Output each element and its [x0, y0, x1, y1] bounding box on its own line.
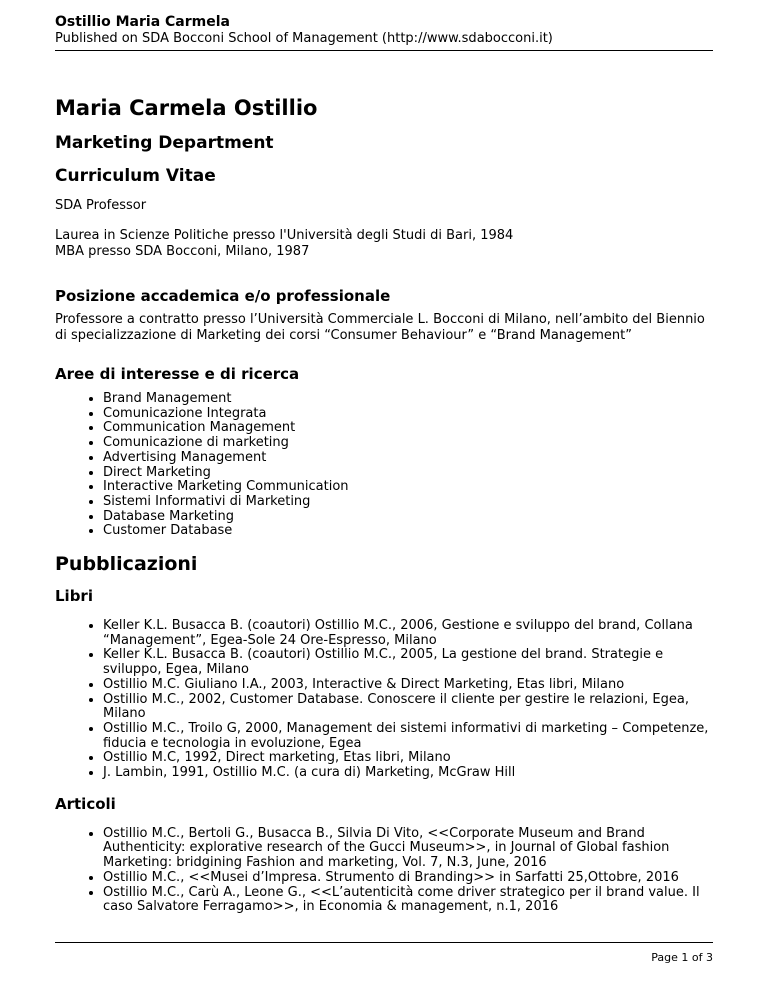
cv-heading: Curriculum Vitae	[55, 166, 216, 186]
list-item: • Comunicazione Integrata	[103, 407, 713, 422]
header-title: Ostillio Maria Carmela	[55, 14, 230, 30]
list-item: • Database Marketing	[103, 510, 713, 525]
list-item: • Advertising Management	[103, 451, 713, 466]
person-name: Maria Carmela Ostillio	[55, 96, 318, 120]
footer-divider	[55, 942, 713, 943]
list-item: • Direct Marketing	[103, 466, 713, 481]
document-body	[55, 94, 713, 915]
list-item: • Ostillio M.C, 1992, Direct marketing, Etas libri, Milano	[103, 751, 713, 766]
position-text: Professore a contratto presso l’Università Commerciale L. Bocconi di Milano, nell’ambito del Biennio di specializzazione di Marketing dei corsi “Consumer Behaviour” e “Brand Management”	[55, 312, 705, 343]
articles-list	[55, 827, 713, 915]
list-item: • Ostillio M.C., Bertoli G., Busacca B., Silvia Di Vito, <<Corporate Museum and Brand Authenticity: explorative research of the Gucci Museum>>, in Journal of Global fashion Marketing: bridgining Fashion and marketing, Vol. 7, N.3, June, 2016	[103, 827, 713, 871]
department-heading: Marketing Department	[55, 133, 274, 153]
degree-line: MBA presso SDA Bocconi, Milano, 1987	[55, 244, 310, 259]
page-number: Page 1 of 3	[651, 951, 713, 964]
books-heading: Libri	[55, 587, 93, 606]
interests-heading: Aree di interesse e di ricerca	[55, 365, 300, 383]
degree-line: Laurea in Scienze Politiche presso l'Università degli Studi di Bari, 1984	[55, 228, 514, 243]
interests-list	[55, 392, 713, 539]
list-item: • Ostillio M.C., 2002, Customer Database. Conoscere il cliente per gestire le relazioni, Egea, Milano	[103, 693, 713, 722]
list-item: • Ostillio M.C., Carù A., Leone G., <<L’autenticità come driver strategico per il brand value. Il caso Salvatore Ferragamo>>, in Economia & management, n.1, 2016	[103, 886, 713, 915]
page-header	[55, 13, 713, 47]
header-published-line: Published on SDA Bocconi School of Management (http://www.sdabocconi.it)	[55, 31, 553, 46]
list-item: • Keller K.L. Busacca B. (coautori) Ostillio M.C., 2006, Gestione e sviluppo del brand, Collana “Management”, Egea-Sole 24 Ore-Espresso, Milano	[103, 619, 713, 648]
articles-heading: Articoli	[55, 794, 116, 813]
header-divider	[55, 50, 713, 51]
list-item: • Sistemi Informativi di Marketing	[103, 495, 713, 510]
list-item: • Interactive Marketing Communication	[103, 480, 713, 495]
list-item: • Comunicazione di marketing	[103, 436, 713, 451]
degrees-block	[55, 228, 713, 260]
publications-heading: Pubblicazioni	[55, 553, 198, 576]
list-item: • Customer Database	[103, 524, 713, 539]
list-item: • Keller K.L. Busacca B. (coautori) Ostillio M.C., 2005, La gestione del brand. Strategie e sviluppo, Egea, Milano	[103, 648, 713, 677]
list-item: • Ostillio M.C. Giuliano I.A., 2003, Interactive & Direct Marketing, Etas libri, Milano	[103, 678, 713, 693]
books-list	[55, 619, 713, 781]
position-heading: Posizione accademica e/o professionale	[55, 287, 391, 305]
list-item: • Communication Management	[103, 421, 713, 436]
list-item: • Ostillio M.C., <<Musei d’Impresa. Strumento di Branding>> in Sarfatti 25,Ottobre, 2016	[103, 871, 713, 886]
list-item: • Ostillio M.C., Troilo G, 2000, Management dei sistemi informativi di marketing – Competenze, fiducia e tecnologia in evoluzione, Egea	[103, 722, 713, 751]
list-item: • Brand Management	[103, 392, 713, 407]
list-item: • J. Lambin, 1991, Ostillio M.C. (a cura di) Marketing, McGraw Hill	[103, 766, 713, 781]
role-text: SDA Professor	[55, 198, 147, 213]
